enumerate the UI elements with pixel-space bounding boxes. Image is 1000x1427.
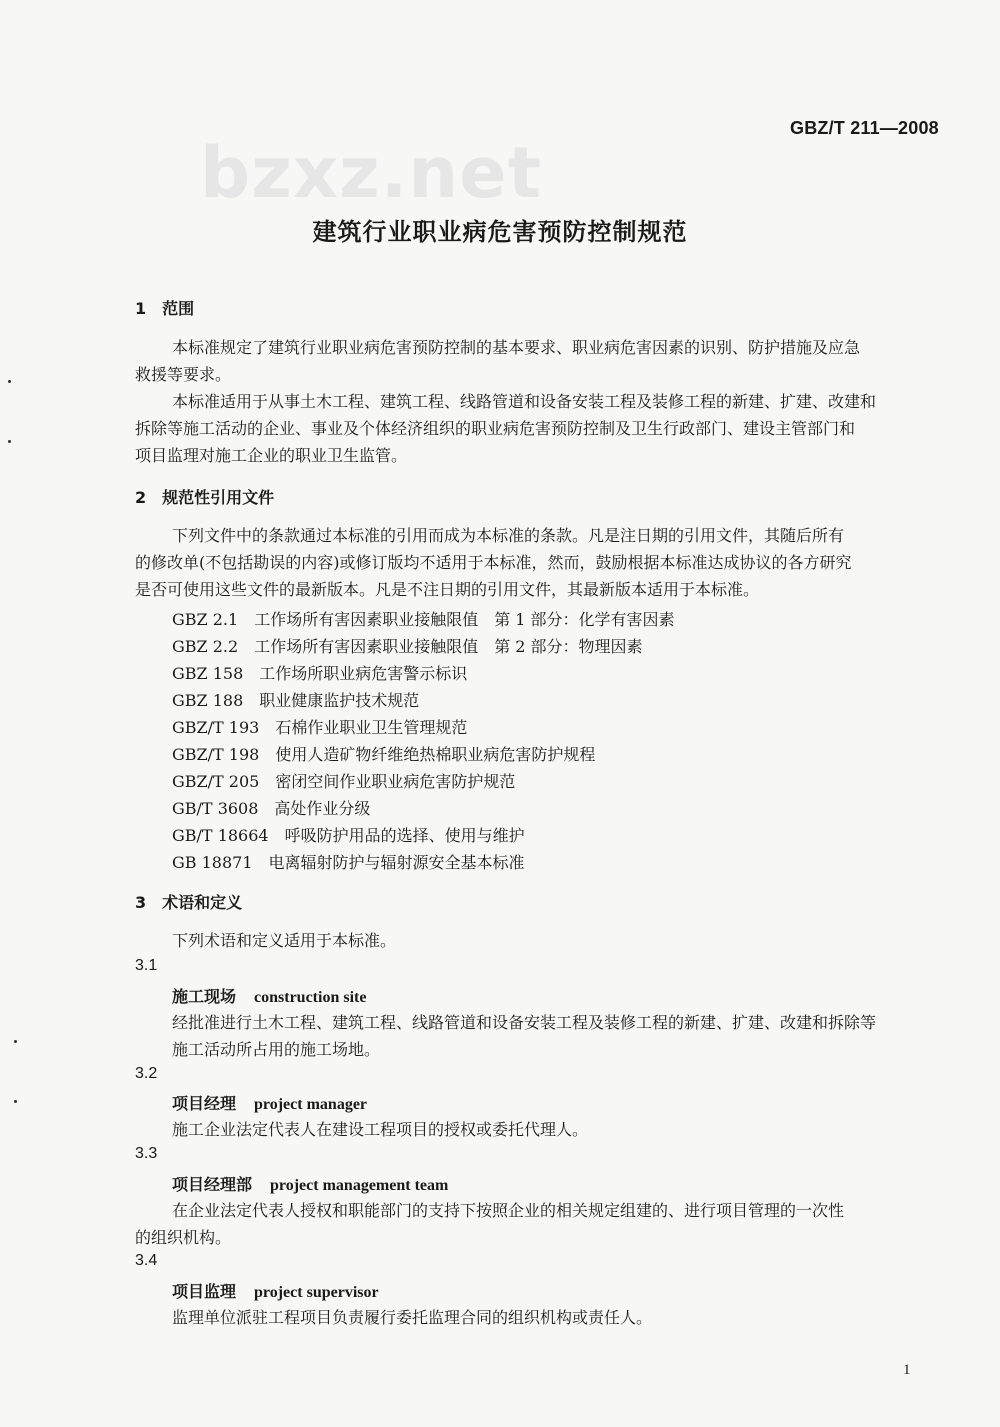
reference-item (172, 715, 467, 738)
section-1-line: 救援等要求。 (135, 365, 232, 384)
document-title: 建筑行业职业病危害预防控制规范 (312, 218, 688, 246)
term-definition: 施工活动所占用的施工场地。 (172, 1040, 381, 1059)
watermark: bzxz.net (200, 132, 543, 214)
reference-item (172, 850, 525, 873)
term-zh: 项目经理部 (172, 1175, 253, 1194)
section-1-heading: 1 范围 (135, 299, 195, 318)
term-definition: 的组织机构。 (135, 1228, 232, 1247)
section-1-line: 本标准规定了建筑行业职业病危害预防控制的基本要求、职业病危害因素的识别、防护措施及应急 (172, 338, 861, 357)
reference-title: 职业健康监护技术规范 (259, 691, 420, 710)
reference-item (172, 661, 467, 684)
reference-code: GB 18871 (172, 853, 253, 872)
term-definition: 监理单位派驻工程项目负责履行委托监理合同的组织机构或责任人。 (172, 1308, 653, 1327)
section-2-line: 的修改单(不包括勘误的内容)或修订版均不适用于本标准，然而，鼓励根据本标准达成协议的各方研究 (135, 553, 852, 572)
reference-title: 工作场所有害因素职业接触限值 第 2 部分：物理因素 (254, 637, 643, 656)
reference-item (172, 796, 370, 819)
page-number: 1 (903, 1362, 911, 1378)
reference-item (172, 769, 515, 792)
term-definition: 施工企业法定代表人在建设工程项目的授权或委托代理人。 (172, 1120, 589, 1139)
section-1-line: 拆除等施工活动的企业、事业及个体经济组织的职业病危害预防控制及卫生行政部门、建设主管部门和 (135, 419, 856, 438)
reference-title: 呼吸防护用品的选择、使用与维护 (284, 826, 525, 845)
reference-code: GBZ 2.1 (172, 610, 239, 629)
term-definition: 在企业法定代表人授权和职能部门的支持下按照企业的相关规定组建的、进行项目管理的一次性 (172, 1201, 845, 1220)
term-number: 3.2 (135, 1065, 158, 1082)
reference-item (172, 688, 419, 711)
section-1-line: 本标准适用于从事土木工程、建筑工程、线路管道和设备安装工程及装修工程的新建、扩建、改建和 (172, 392, 877, 411)
term-definition: 经批准进行土木工程、建筑工程、线路管道和设备安装工程及装修工程的新建、扩建、改建和拆除等 (172, 1013, 877, 1032)
reference-code: GBZ/T 193 (172, 718, 260, 737)
section-2-line: 下列文件中的条款通过本标准的引用而成为本标准的条款。凡是注日期的引用文件，其随后所有 (172, 526, 845, 545)
section-2-heading: 2 规范性引用文件 (135, 488, 275, 507)
reference-title: 工作场所有害因素职业接触限值 第 1 部分：化学有害因素 (254, 610, 675, 629)
reference-title: 电离辐射防护与辐射源安全基本标准 (268, 853, 525, 872)
scan-speck (8, 440, 11, 443)
scan-speck (14, 1100, 17, 1103)
reference-title: 石棉作业职业卫生管理规范 (275, 718, 468, 737)
term-heading (172, 1279, 379, 1302)
reference-code: GB/T 3608 (172, 799, 259, 818)
reference-code: GBZ/T 205 (172, 772, 260, 791)
term-number: 3.4 (135, 1252, 158, 1269)
scan-speck (14, 1040, 17, 1043)
reference-title: 工作场所职业病危害警示标识 (259, 664, 468, 683)
term-zh: 项目经理 (172, 1094, 237, 1113)
term-en: project manager (254, 1096, 368, 1113)
reference-item (172, 823, 525, 846)
reference-code: GBZ/T 198 (172, 745, 260, 764)
term-zh: 项目监理 (172, 1282, 237, 1301)
section-3-heading: 3 术语和定义 (135, 893, 243, 912)
reference-item (172, 634, 643, 657)
term-en: project supervisor (254, 1284, 379, 1301)
term-heading (172, 1091, 367, 1114)
reference-code: GBZ 158 (172, 664, 244, 683)
term-number: 3.3 (135, 1145, 158, 1162)
reference-code: GB/T 18664 (172, 826, 269, 845)
term-zh: 施工现场 (172, 987, 237, 1006)
reference-title: 密闭空间作业职业病危害防护规范 (275, 772, 516, 791)
scan-speck (8, 380, 11, 383)
section-2-line: 是否可使用这些文件的最新版本。凡是不注日期的引用文件，其最新版本适用于本标准。 (135, 580, 760, 599)
standard-number: GBZ/T 211—2008 (790, 118, 939, 138)
reference-item (172, 742, 595, 765)
reference-item (172, 607, 675, 630)
term-number: 3.1 (135, 957, 158, 974)
section-3-intro: 下列术语和定义适用于本标准。 (172, 931, 397, 950)
reference-title: 高处作业分级 (274, 799, 371, 818)
reference-title: 使用人造矿物纤维绝热棉职业病危害防护规程 (275, 745, 596, 764)
term-heading (172, 984, 366, 1007)
reference-code: GBZ 188 (172, 691, 244, 710)
reference-code: GBZ 2.2 (172, 637, 239, 656)
term-heading (172, 1172, 448, 1195)
term-en: construction site (254, 989, 367, 1006)
term-en: project management team (270, 1177, 449, 1194)
section-1-line: 项目监理对施工企业的职业卫生监管。 (135, 446, 408, 465)
